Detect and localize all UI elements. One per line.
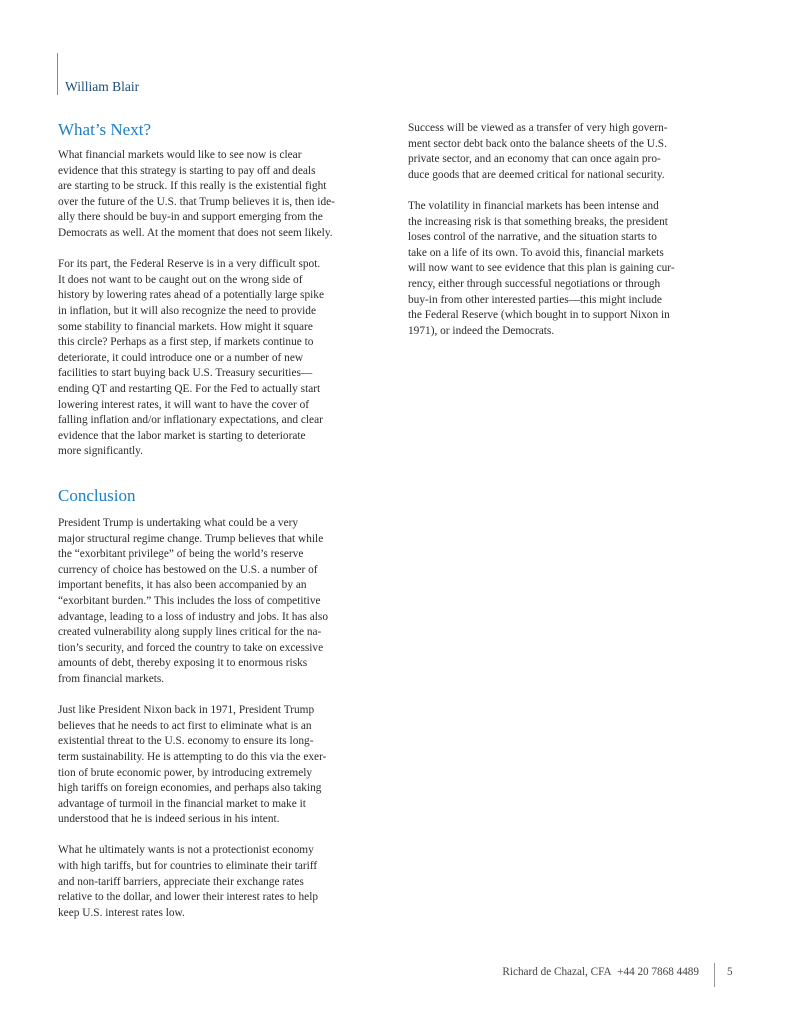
text-line: major structural regime change. Trump believes that while (58, 532, 324, 545)
text-line: relative to the dollar, and lower their interest rates to help (58, 891, 319, 904)
paragraph-whats-next-1 (58, 148, 388, 242)
text-line: some stability to financial markets. How might it square (58, 320, 313, 333)
text-line: For its part, the Federal Reserve is in a very difficult spot. (58, 258, 321, 271)
text-line: the Federal Reserve (which bought in to support Nixon in (408, 309, 670, 322)
text-line: this circle? Perhaps as a first step, if markets continue to (58, 336, 314, 349)
footer-contact (502, 965, 699, 979)
text-line: believes that he needs to act first to eliminate what is an (58, 719, 312, 732)
text-line: facilities to start buying back U.S. Treasury securities— (58, 367, 313, 380)
text-line: history by lowering rates ahead of a potentially large spike (58, 289, 324, 302)
text-line: private sector, and an economy that can once again pro- (408, 153, 661, 166)
text-line: ment sector debt back onto the balance sheets of the U.S. (408, 137, 667, 150)
section-heading-conclusion: Conclusion (58, 486, 136, 505)
footer-divider (714, 963, 715, 987)
page-number: 5 (727, 966, 733, 978)
text-line: Just like President Nixon back in 1971, President Trump (58, 704, 315, 717)
text-line: and non-tariff barriers, appreciate their exchange rates (58, 875, 304, 888)
paragraph-right-1 (408, 121, 738, 183)
section-heading-whats-next: What’s Next? (58, 120, 151, 139)
text-line: evidence that this strategy is starting to pay off and deals (58, 164, 316, 177)
text-line: advantage of turmoil in the financial market to make it (58, 797, 306, 810)
text-line: 1971), or indeed the Democrats. (408, 324, 555, 337)
text-line: keep U.S. interest rates low. (58, 906, 185, 919)
text-line: What financial markets would like to see now is clear (58, 149, 302, 161)
text-line: “exorbitant burden.” This includes the loss of competitive (58, 594, 321, 607)
text-line: evidence that the labor market is starting to deteriorate (58, 429, 306, 442)
paragraph-whats-next-2 (58, 257, 388, 460)
text-line: tion’s security, and forced the country to take on excessive (58, 641, 324, 654)
text-line: amounts of debt, thereby exposing it to enormous risks (58, 657, 308, 670)
text-line: from financial markets. (58, 672, 165, 685)
footer-author: Richard de Chazal, CFA (502, 966, 612, 978)
text-line: created vulnerability along supply lines critical for the na- (58, 626, 322, 639)
text-line: The volatility in financial markets has been intense and (408, 199, 659, 212)
text-line: buy-in from other interested parties—this might include (408, 293, 662, 306)
text-line: Success will be viewed as a transfer of very high govern- (408, 122, 668, 134)
text-line: rency, either through successful negotiations or through (408, 277, 661, 290)
text-line: over the future of the U.S. that Trump believes it is, then ide- (58, 195, 335, 208)
text-line: What he ultimately wants is not a protectionist economy (58, 844, 314, 857)
page-footer (0, 965, 791, 989)
footer-phone: +44 20 7868 4489 (617, 966, 699, 978)
text-line: high tariffs on foreign economies, and perhaps also taking (58, 782, 322, 795)
text-line: ending QT and restarting QE. For the Fed to actually start (58, 382, 321, 395)
text-line: It does not want to be caught out on the wrong side of (58, 273, 303, 286)
conclusion-heading-wrap (58, 484, 135, 508)
right-column (408, 121, 738, 339)
conclusion-body (58, 516, 388, 921)
text-line: take on a life of its own. To avoid this, financial markets (408, 246, 664, 259)
text-line: falling inflation and/or inflationary expectations, and clear (58, 414, 323, 427)
text-line: the “exorbitant privilege” of being the world’s reserve (58, 548, 304, 561)
text-line: lowering interest rates, it will want to have the cover of (58, 398, 310, 411)
left-column (58, 118, 388, 460)
text-line: will now want to see evidence that this plan is gaining cur- (408, 262, 675, 275)
text-line: duce goods that are deemed critical for national security. (408, 168, 665, 181)
text-line: President Trump is undertaking what could be a very (58, 517, 299, 529)
text-line: currency of choice has bestowed on the U.S. a number of (58, 563, 318, 576)
text-line: in inflation, but it will also recognize the need to provide (58, 304, 317, 317)
text-line: Democrats as well. At the moment that does not seem likely. (58, 226, 333, 239)
paragraph-conclusion-2 (58, 703, 388, 828)
text-line: the increasing risk is that something breaks, the president (408, 215, 668, 228)
paragraph-conclusion-1 (58, 516, 388, 688)
text-line: important benefits, it has also been accompanied by an (58, 579, 307, 592)
text-line: more significantly. (58, 445, 143, 458)
brand-name: William Blair (65, 79, 140, 94)
text-line: understood that he is indeed serious in his intent. (58, 813, 280, 826)
text-line: term sustainability. He is attempting to do this via the exer- (58, 750, 327, 763)
paragraph-conclusion-3 (58, 843, 388, 921)
text-line: existential threat to the U.S. economy to ensure its long- (58, 735, 314, 748)
text-line: with high tariffs, but for countries to eliminate their tariff (58, 860, 318, 873)
text-line: loses control of the narrative, and the situation starts to (408, 231, 657, 244)
text-line: tion of brute economic power, by introducing extremely (58, 766, 313, 779)
text-line: deteriorate, it could introduce one or a number of new (58, 351, 304, 364)
text-line: ally there should be buy-in and support emerging from the (58, 211, 323, 224)
paragraph-right-2 (408, 199, 738, 339)
text-line: advantage, leading to a loss of industry and jobs. It has also (58, 610, 328, 623)
text-line: are starting to be struck. If this really is the existential fight (58, 180, 327, 193)
header-rule (57, 53, 58, 95)
